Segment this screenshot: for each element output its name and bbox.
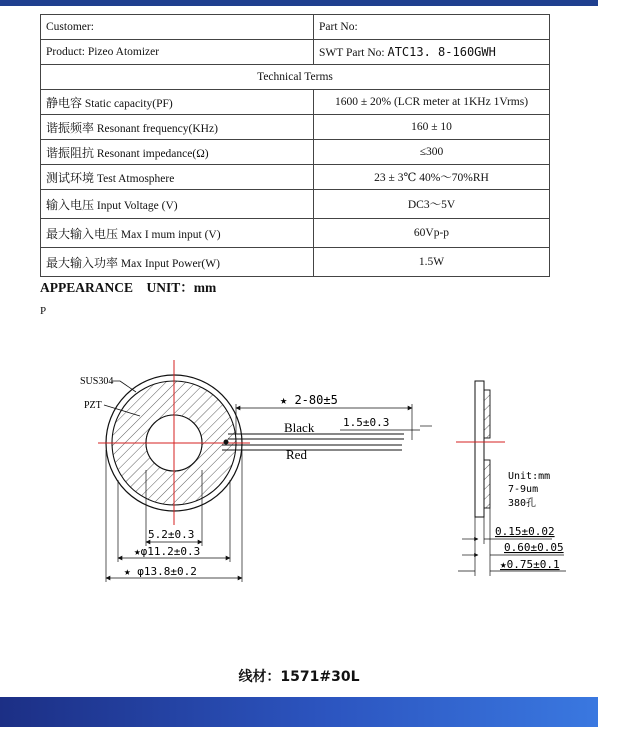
param-value: 1.5W [314,248,550,277]
customer-cell: Customer: [41,15,314,40]
param-cell [41,219,314,248]
table-row [41,140,550,165]
technical-drawing [0,330,598,600]
param-cell [41,165,314,190]
spec-table [40,14,550,277]
param-en: Max Input Power(W) [120,257,220,270]
param-en: Test Atmosphere [96,172,175,185]
param-cn: 最大输入功率 [46,255,119,270]
param-cn: 最大输入电压 [46,226,119,241]
wire-spec-footer: 线材：1571#30L [238,669,360,685]
partno-cell: Part No: [314,15,550,40]
outer-dim-text: ★ φ13.8±0.2 [124,565,197,578]
param-en: Static capacity(PF) [84,97,173,110]
table-row [41,190,550,219]
param-cell [41,248,314,277]
param-cell [41,140,314,165]
lead-wires [222,434,404,450]
pzt-dim-text: ★φ11.2±0.3 [134,545,201,558]
param-en: Resonant frequency(KHz) [96,122,218,135]
param-value: 1600 ± 20% (LCR meter at 1KHz 1Vrms) [314,90,550,115]
param-en: Input Voltage (V) [96,199,178,212]
table-row [41,165,550,190]
side-pzt-upper [484,390,490,438]
pzt-label: PZT [84,400,102,411]
param-value: 60Vp-p [314,219,550,248]
sus-leader [112,381,136,392]
t3-dim-text: ★0.75±0.1 [500,558,560,571]
unit-note-1: Unit:mm [508,471,551,482]
param-cn: 谐振阻抗 [46,145,95,160]
solder-point [224,440,229,445]
appearance-title: APPEARANCE UNIT：mm [40,280,217,295]
param-cn: 静电容 [46,95,83,110]
sus-label: SUS304 [80,376,114,387]
unit-note-2: 7-9um [508,484,539,495]
param-cn: 谐振频率 [46,120,95,135]
param-cell [41,90,314,115]
t1-dim-text: 0.15±0.02 [495,525,555,538]
side-plate [475,381,484,517]
t2-dim-text: 0.60±0.05 [504,541,564,554]
table-row [41,90,550,115]
table-row [41,15,550,40]
table-row [41,248,550,277]
swt-value: ATC13. 8-160GWH [387,45,496,59]
param-value: 160 ± 10 [314,115,550,140]
side-view [456,381,505,576]
top-banner-bar [0,0,598,6]
bottom-banner-bar [0,697,598,727]
section-title: Technical Terms [41,65,550,90]
param-value: ≤300 [314,140,550,165]
inner-dim-text: 5.2±0.3 [148,528,195,541]
swt-cell [314,40,550,65]
unit-note-3: 380孔 [508,498,537,509]
stray-mark: P [40,305,47,317]
strip-length-text: 1.5±0.3 [343,416,390,429]
param-cell [41,190,314,219]
param-value: 23 ± 3℃ 40%～70%RH [314,165,550,190]
table-row [41,65,550,90]
param-cell [41,115,314,140]
swt-label: SWT Part No: [319,47,385,59]
table-row [41,219,550,248]
param-en: Max I mum input (V) [120,228,221,241]
side-pzt-lower [484,460,490,508]
param-value: DC3～5V [314,190,550,219]
param-cn: 输入电压 [46,197,95,212]
param-en: Resonant impedance(Ω) [96,147,209,160]
table-row [41,40,550,65]
param-cn: 测试环境 [46,170,95,185]
black-label: Black [284,420,315,435]
wire-length-text: ★ 2-80±5 [280,393,338,407]
product-cell: Product: Pizeo Atomizer [41,40,314,65]
table-row [41,115,550,140]
red-label: Red [286,447,307,462]
